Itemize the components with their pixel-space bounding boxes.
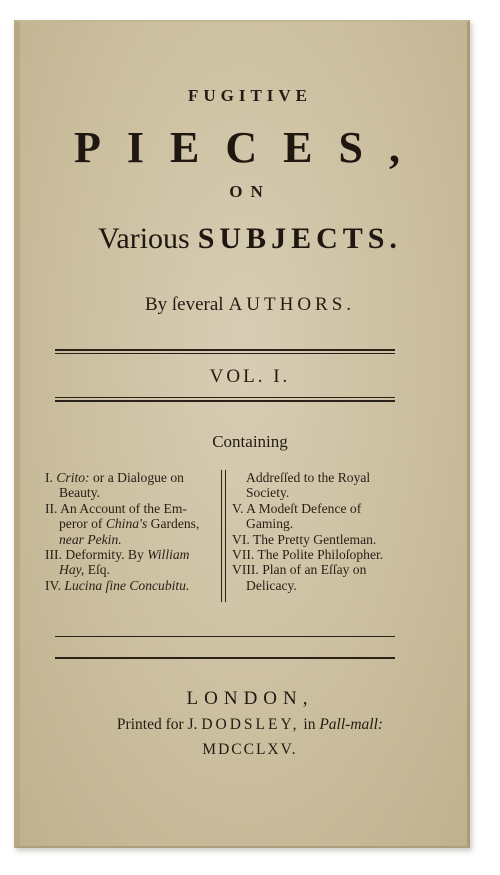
entry-text-italic: William [147, 547, 190, 563]
title-various-subjects [0, 222, 500, 256]
imprint-in: in [303, 716, 316, 733]
byline-prefix: By ſeveral [144, 294, 224, 315]
rule-bottom-thick [55, 657, 395, 659]
entry-text: Deformity. By [61, 547, 148, 563]
contents-entry-continuation: Delicacy. [246, 577, 297, 593]
contents-left-column [45, 470, 217, 593]
title-on: ON [229, 182, 271, 201]
entry-text: Beauty. [59, 485, 101, 501]
title-subjects: SUBJECTS. [197, 222, 402, 255]
byline-authors: AUTHORS. [228, 294, 356, 315]
contents-entry-continuation: Society. [246, 485, 290, 501]
contents-entry-continuation [45, 532, 217, 547]
contents-entry-continuation: Gaming. [246, 516, 294, 532]
entry-number: III. [45, 547, 62, 563]
entry-text-italic: China's [105, 516, 148, 532]
rule-top-thick [55, 349, 395, 351]
entry-text: Eſq. [84, 562, 110, 578]
contents-entry-continuation: Addreſſed to the Royal [246, 470, 371, 485]
contents-entry: VIII. Plan of an Eſſay on [232, 562, 367, 578]
containing-heading: Containing [212, 432, 288, 451]
entry-text: Gardens, [147, 516, 200, 532]
contents-entry-continuation [45, 485, 217, 500]
contents-entry: VII. The Polite Philoſopher. [232, 547, 384, 563]
entry-text: An Account of the Em- [57, 500, 187, 516]
contents-entry: V. A Modeſt Defence of [232, 500, 362, 516]
entry-title: Lucina ſine Concubitu. [61, 577, 190, 593]
title-various: Various [98, 222, 190, 255]
imprint-printer-line [0, 716, 500, 734]
imprint-date: MDCCLXV. [202, 741, 298, 758]
rule-bottom-thin [55, 636, 395, 637]
imprint-place: Pall-mall: [319, 716, 384, 733]
rule-top-thin [55, 353, 395, 354]
entry-text: or a Dialogue on [89, 470, 184, 485]
entry-text-italic: Hay, [59, 562, 85, 578]
entry-number: IV. [45, 577, 61, 593]
entry-number: I. [45, 470, 53, 485]
entry-text: peror of [59, 516, 106, 532]
imprint-city: LONDON, [186, 688, 314, 709]
contents-entry: VI. The Pretty Gentleman. [232, 531, 377, 547]
entry-text-italic: near Pekin. [59, 531, 122, 547]
rule-mid-thick [55, 400, 395, 402]
imprint-printer: DODSLEY, [201, 716, 300, 733]
volume-label: VOL. I. [209, 366, 291, 387]
contents-right-column [232, 470, 410, 593]
imprint-printed-for: Printed for J. [116, 716, 198, 733]
column-divider-right [225, 470, 226, 602]
column-divider-left [221, 470, 222, 602]
contents-entry-continuation [45, 562, 217, 577]
title-pieces: PIECES, [74, 123, 426, 172]
rule-mid-thin [55, 397, 395, 398]
byline [0, 294, 500, 316]
contents-entry [45, 470, 217, 485]
contents-entry [45, 547, 217, 562]
entry-title: Crito: [56, 470, 90, 485]
entry-number: II. [45, 500, 58, 516]
title-fugitive: FUGITIVE [187, 86, 313, 105]
contents-entry [45, 578, 217, 593]
contents-entry-continuation [45, 516, 217, 531]
contents-entry [45, 501, 217, 516]
